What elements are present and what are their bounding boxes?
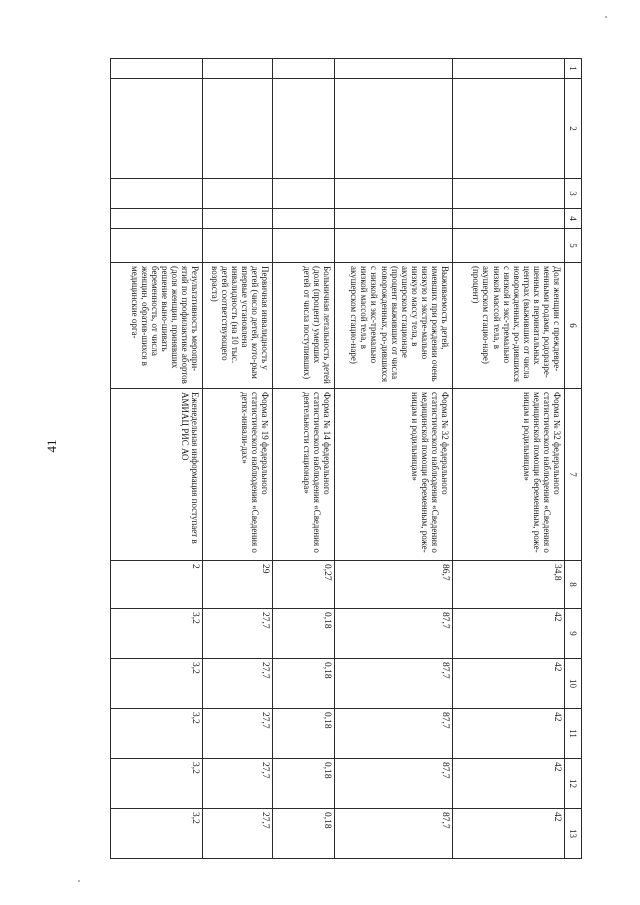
- indicator-cell: Результативность меропри-ятий по профилактике абортов (доля женщин, принявших решение выно-шивать беременность, от числа женщин, обратив-шихся в медицинские орга-: [111, 263, 203, 389]
- source-cell: Форма № 19 федерального статистического наблюдения «Сведения о детях-инвали-дах»: [203, 389, 273, 561]
- value-cell: 3,2: [111, 759, 203, 809]
- source-cell: Еженедельная информация поступает в АМИАЦ РИС АО: [111, 389, 203, 561]
- column-number: 11: [565, 709, 582, 759]
- empty-cell: [453, 79, 565, 179]
- rotated-table-page: [112, 58, 582, 858]
- value-cell: 27,7: [203, 709, 273, 759]
- value-cell: 87,7: [335, 609, 453, 659]
- value-cell: 0,27: [273, 561, 335, 609]
- empty-cell: [111, 209, 203, 229]
- value-cell: 0,18: [273, 709, 335, 759]
- empty-cell: [111, 79, 203, 179]
- value-cell: 27,7: [203, 759, 273, 809]
- value-cell: 42: [453, 659, 565, 709]
- value-cell: 42: [453, 759, 565, 809]
- value-cell: 42: [453, 809, 565, 859]
- value-cell: 3,2: [111, 709, 203, 759]
- empty-cell: [273, 209, 335, 229]
- empty-cell: [203, 229, 273, 263]
- empty-cell: [111, 179, 203, 209]
- value-cell: 87,7: [335, 759, 453, 809]
- value-cell: 27,7: [203, 659, 273, 709]
- value-cell: 42: [453, 609, 565, 659]
- scan-speck: [605, 16, 607, 18]
- column-number: 1: [565, 59, 582, 79]
- empty-cell: [335, 179, 453, 209]
- column-number: 4: [565, 209, 582, 229]
- column-number: 10: [565, 659, 582, 709]
- value-cell: 3,2: [111, 659, 203, 709]
- column-number: 6: [565, 263, 582, 389]
- indicator-cell: Выживаемость детей, имевших при рождении очень низкую и экстре-мально низкую массу тела, в акушерском стационаре (процент выживших от числа новорожденных, ро-дившихся с низкой и экс-тремально низкой массой тела, в акушерском стацио-наре): [335, 263, 453, 389]
- empty-cell: [453, 59, 565, 79]
- column-number: 3: [565, 179, 582, 209]
- table-row: [273, 59, 335, 859]
- value-cell: 0,18: [273, 609, 335, 659]
- empty-cell: [335, 79, 453, 179]
- value-cell: 0,18: [273, 759, 335, 809]
- empty-cell: [203, 59, 273, 79]
- empty-cell: [273, 179, 335, 209]
- source-cell: Форма № 32 федерального статистического наблюдения «Сведения о медицинской помощи беременным, роже-ницам и родильницам»: [453, 389, 565, 561]
- empty-cell: [335, 59, 453, 79]
- empty-cell: [111, 229, 203, 263]
- empty-cell: [203, 209, 273, 229]
- indicator-cell: Больничная летальность детей (доля (процент) умерших детей от числа поступивших): [273, 263, 335, 389]
- empty-cell: [273, 79, 335, 179]
- value-cell: 2: [111, 561, 203, 609]
- empty-cell: [453, 179, 565, 209]
- empty-cell: [273, 229, 335, 263]
- column-number: 5: [565, 229, 582, 263]
- source-cell: Форма № 32 федерального статистического наблюдения «Сведения о медицинской помощи беременным, роже-ницам и родильницам»: [335, 389, 453, 561]
- column-number: 2: [565, 79, 582, 179]
- empty-cell: [453, 209, 565, 229]
- value-cell: 27,7: [203, 809, 273, 859]
- empty-cell: [453, 229, 565, 263]
- value-cell: 42: [453, 709, 565, 759]
- value-cell: 0,18: [273, 659, 335, 709]
- empty-cell: [111, 59, 203, 79]
- empty-cell: [335, 229, 453, 263]
- indicator-cell: Первичная инвалидность у детей (число детей, кото-рым впервые установлена инвалидность (на 10 тыс. детей соответствующего возраста): [203, 263, 273, 389]
- column-number: 7: [565, 389, 582, 561]
- value-cell: 0,18: [273, 809, 335, 859]
- empty-cell: [203, 79, 273, 179]
- value-cell: 87,7: [335, 709, 453, 759]
- value-cell: 34,8: [453, 561, 565, 609]
- value-cell: 86,7: [335, 561, 453, 609]
- indicator-cell: Доля женщин с преждевре-менными родами, родоразре-шенных в перинатальных центрах (выживших от числа новорожденных, ро-дившихся с низкой и экс-тремально низкой массой тела, в акушерском стацио-наре) (процент): [453, 263, 565, 389]
- value-cell: 3,2: [111, 809, 203, 859]
- empty-cell: [273, 59, 335, 79]
- column-number: 12: [565, 759, 582, 809]
- column-number: 8: [565, 561, 582, 609]
- value-cell: 87,7: [335, 809, 453, 859]
- value-cell: 87,7: [335, 659, 453, 709]
- value-cell: 3,2: [111, 609, 203, 659]
- table-row: [335, 59, 453, 859]
- table-row: [453, 59, 565, 859]
- indicators-table: [110, 58, 582, 859]
- table-row: [203, 59, 273, 859]
- source-cell: Форма № 14 федерального статистического наблюдения «Сведения о деятельности стационара»: [273, 389, 335, 561]
- empty-cell: [203, 179, 273, 209]
- page-number: 41: [44, 439, 59, 453]
- column-number-row: [565, 59, 582, 859]
- column-number: 9: [565, 609, 582, 659]
- empty-cell: [335, 209, 453, 229]
- column-number: 13: [565, 809, 582, 859]
- scan-speck: [78, 880, 80, 882]
- value-cell: 29: [203, 561, 273, 609]
- value-cell: 27,7: [203, 609, 273, 659]
- table-row: [111, 59, 203, 859]
